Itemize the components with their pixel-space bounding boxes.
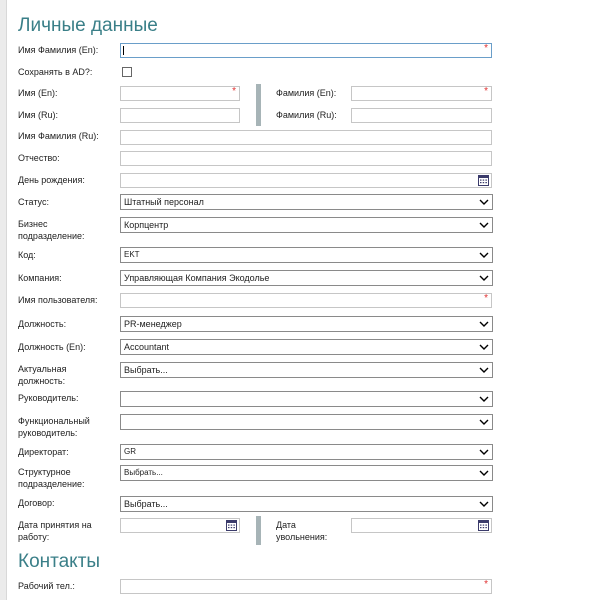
struct-unit-select[interactable] bbox=[120, 465, 493, 481]
struct-unit-select-value: Выбрать... bbox=[124, 468, 163, 477]
save-ad-label: Сохранять в AD?: bbox=[18, 67, 93, 77]
position-label: Должность: bbox=[18, 319, 67, 329]
business-unit-label-line2: подразделение: bbox=[18, 231, 85, 241]
struct-unit-label bbox=[18, 466, 85, 490]
calendar-icon[interactable] bbox=[478, 175, 489, 186]
directorate-select[interactable] bbox=[120, 444, 493, 460]
chevron-down-icon bbox=[479, 343, 489, 351]
chevron-down-icon bbox=[479, 198, 489, 206]
last-name-en-input[interactable] bbox=[351, 86, 492, 101]
work-phone-input[interactable] bbox=[120, 579, 492, 594]
required-mark: * bbox=[232, 86, 236, 97]
contract-select-value: Выбрать... bbox=[124, 499, 168, 509]
func-manager-label bbox=[18, 415, 90, 439]
actual-position-label-line2: должность: bbox=[18, 376, 66, 386]
business-unit-select[interactable] bbox=[120, 217, 493, 233]
company-label: Компания: bbox=[18, 273, 62, 283]
column-divider bbox=[256, 516, 261, 545]
status-select[interactable] bbox=[120, 194, 493, 210]
first-name-en-input[interactable] bbox=[120, 86, 240, 101]
dismissal-date-label bbox=[276, 519, 327, 543]
struct-unit-label-line2: подразделение: bbox=[18, 479, 85, 489]
patronymic-input[interactable] bbox=[120, 151, 492, 166]
status-label: Статус: bbox=[18, 197, 49, 207]
first-name-ru-label: Имя (Ru): bbox=[18, 110, 59, 120]
code-label: Код: bbox=[18, 250, 36, 260]
required-mark: * bbox=[484, 86, 488, 97]
business-unit-label bbox=[18, 218, 85, 242]
section-title-contacts: Контакты bbox=[18, 551, 101, 572]
func-manager-label-line1: Функциональный bbox=[18, 416, 90, 426]
chevron-down-icon bbox=[479, 221, 489, 229]
chevron-down-icon bbox=[479, 448, 489, 456]
left-edge-line bbox=[6, 0, 7, 600]
calendar-icon[interactable] bbox=[226, 520, 237, 531]
username-input[interactable] bbox=[120, 293, 492, 308]
chevron-down-icon bbox=[479, 366, 489, 374]
last-name-en-label: Фамилия (En): bbox=[276, 88, 337, 98]
section-title-personal: Личные данные bbox=[18, 15, 158, 36]
chevron-down-icon bbox=[479, 418, 489, 426]
chevron-down-icon bbox=[479, 274, 489, 282]
company-select-value: Управляющая Компания Экодолье bbox=[124, 273, 270, 283]
first-name-en-label: Имя (En): bbox=[18, 88, 58, 98]
actual-position-select-value: Выбрать... bbox=[124, 365, 168, 375]
username-label: Имя пользователя: bbox=[18, 295, 98, 305]
chevron-down-icon bbox=[479, 469, 489, 477]
chevron-down-icon bbox=[479, 395, 489, 403]
code-select-value: EKT bbox=[124, 250, 140, 259]
save-ad-checkbox[interactable] bbox=[122, 67, 132, 77]
first-name-ru-input[interactable] bbox=[120, 108, 240, 123]
dismissal-date-label-line1: Дата bbox=[276, 520, 296, 530]
required-mark: * bbox=[484, 43, 488, 54]
column-divider bbox=[256, 84, 261, 126]
chevron-down-icon bbox=[479, 251, 489, 259]
actual-position-label-line1: Актуальная bbox=[18, 364, 67, 374]
position-select-value: PR-менеджер bbox=[124, 319, 182, 329]
position-en-label: Должность (En): bbox=[18, 342, 86, 352]
dismissal-date-label-line2: увольнения: bbox=[276, 532, 328, 542]
contract-select[interactable] bbox=[120, 496, 493, 512]
status-select-value: Штатный персонал bbox=[124, 197, 204, 207]
business-unit-label-line1: Бизнес bbox=[18, 219, 48, 229]
position-en-select-value: Accountant bbox=[124, 342, 170, 352]
company-select[interactable] bbox=[120, 270, 493, 286]
full-name-en-input[interactable] bbox=[120, 43, 492, 58]
full-name-en-label: Имя Фамилия (En): bbox=[18, 45, 99, 55]
required-mark: * bbox=[484, 579, 488, 590]
full-name-ru-input[interactable] bbox=[120, 130, 492, 145]
dismissal-date-input[interactable] bbox=[351, 518, 492, 533]
hire-date-label-line1: Дата принятия на bbox=[18, 520, 92, 530]
actual-position-label bbox=[18, 363, 66, 387]
calendar-icon[interactable] bbox=[478, 520, 489, 531]
birthday-label: День рождения: bbox=[18, 175, 85, 185]
directorate-label: Директорат: bbox=[18, 447, 69, 457]
manager-label: Руководитель: bbox=[18, 393, 79, 403]
birthday-input[interactable] bbox=[120, 173, 492, 188]
patronymic-label: Отчество: bbox=[18, 153, 60, 163]
code-select[interactable] bbox=[120, 247, 493, 263]
chevron-down-icon bbox=[479, 320, 489, 328]
last-name-ru-label: Фамилия (Ru): bbox=[276, 110, 337, 120]
work-phone-label: Рабочий тел.: bbox=[18, 581, 75, 591]
hire-date-label-line2: работу: bbox=[18, 532, 50, 542]
manager-select[interactable] bbox=[120, 391, 493, 407]
struct-unit-label-line1: Структурное bbox=[18, 467, 71, 477]
full-name-ru-label: Имя Фамилия (Ru): bbox=[18, 131, 99, 141]
actual-position-select[interactable] bbox=[120, 362, 493, 378]
last-name-ru-input[interactable] bbox=[351, 108, 492, 123]
func-manager-label-line2: руководитель: bbox=[18, 428, 78, 438]
hire-date-input[interactable] bbox=[120, 518, 240, 533]
required-mark: * bbox=[484, 293, 488, 304]
chevron-down-icon bbox=[479, 500, 489, 508]
directorate-select-value: GR bbox=[124, 447, 136, 456]
business-unit-select-value: Корпцентр bbox=[124, 220, 169, 230]
func-manager-select[interactable] bbox=[120, 414, 493, 430]
text-caret bbox=[123, 46, 124, 55]
position-select[interactable] bbox=[120, 316, 493, 332]
contract-label: Договор: bbox=[18, 498, 55, 508]
hire-date-label bbox=[18, 519, 92, 543]
position-en-select[interactable] bbox=[120, 339, 493, 355]
